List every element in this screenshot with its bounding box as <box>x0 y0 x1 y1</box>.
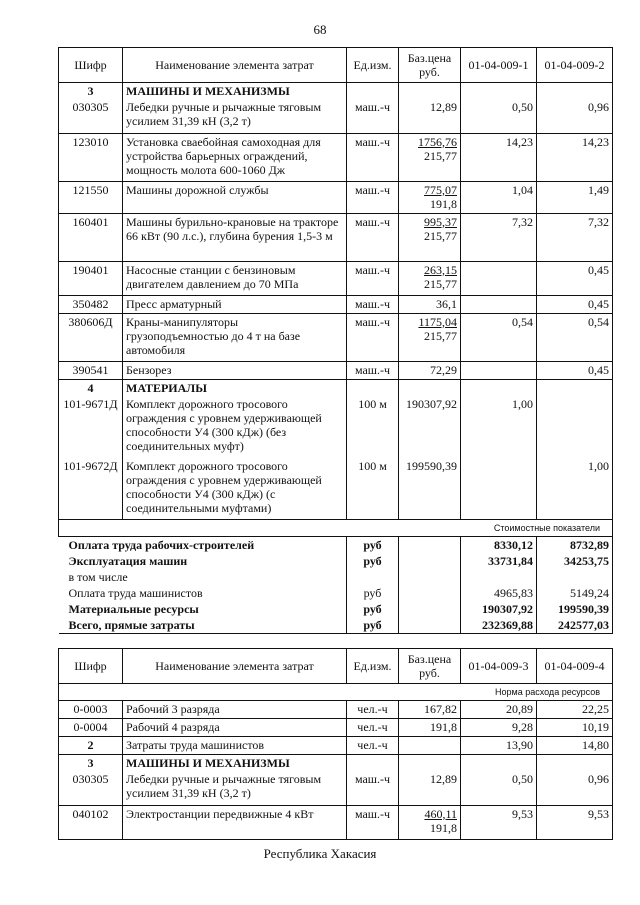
row-name: Пресс арматурный <box>123 295 347 313</box>
header-unit: Ед.изм. <box>347 649 399 684</box>
total-label: Эксплуатация машин <box>68 554 188 568</box>
header-price: Баз.цена руб. <box>399 649 461 684</box>
table-header <box>59 48 613 83</box>
section-row <box>59 755 613 772</box>
row-unit: 100 м <box>347 396 399 458</box>
row-unit: чел.-ч <box>347 719 399 737</box>
table-row <box>59 396 613 458</box>
table-row <box>59 771 613 805</box>
resource-table-1 <box>58 47 613 634</box>
total-unit: руб <box>347 553 399 569</box>
total-value-1: 8330,12 <box>461 537 537 554</box>
table-header <box>59 649 613 684</box>
row-name: Затраты труда машинистов <box>123 737 347 755</box>
table-row <box>59 133 613 181</box>
table-row <box>59 719 613 737</box>
row-code: 160401 <box>59 213 123 261</box>
header-name: Наименование элемента затрат <box>123 649 347 684</box>
row-value-1: 1,04 <box>461 181 537 213</box>
section-number: 4 <box>59 379 123 396</box>
row-unit: маш.-ч <box>347 295 399 313</box>
row-unit: 100 м <box>347 458 399 520</box>
section-row <box>59 379 613 396</box>
total-value-1: 232369,88 <box>461 617 537 634</box>
row-price: 36,1 <box>399 295 461 313</box>
header-code: Шифр <box>59 649 123 684</box>
total-row <box>59 569 613 585</box>
total-label: Всего, прямые затраты <box>59 617 347 634</box>
total-row <box>59 585 613 601</box>
total-value-1: 4965,83 <box>461 585 537 601</box>
row-value-2: 14,23 <box>537 133 613 181</box>
row-value-2: 22,25 <box>537 701 613 719</box>
table-row <box>59 99 613 133</box>
row-unit: маш.-ч <box>347 99 399 133</box>
row-value-1: 9,53 <box>461 805 537 839</box>
row-name: Лебедки ручные и рычажные тяговым усилием 31,39 кН (3,2 т) <box>123 771 347 805</box>
row-unit: маш.-ч <box>347 181 399 213</box>
row-value-1: 20,89 <box>461 701 537 719</box>
row-value-1: 13,90 <box>461 737 537 755</box>
row-code: 030305 <box>59 99 123 133</box>
total-row <box>59 537 613 554</box>
header-price: Баз.цена руб. <box>399 48 461 83</box>
row-value-2: 10,19 <box>537 719 613 737</box>
row-value-1: 9,28 <box>461 719 537 737</box>
row-price: 1756,76 215,77 <box>399 133 461 181</box>
table-row <box>59 181 613 213</box>
row-value-2: 0,96 <box>537 99 613 133</box>
row-value-2: 1,49 <box>537 181 613 213</box>
total-value-2: 34253,75 <box>537 553 613 569</box>
row-value-2: 7,32 <box>537 213 613 261</box>
row-name: Лебедки ручные и рычажные тяговым усилием 31,39 кН (3,2 т) <box>123 99 347 133</box>
row-code: 123010 <box>59 133 123 181</box>
table-row <box>59 213 613 261</box>
row-value-1: 14,23 <box>461 133 537 181</box>
row-code: 2 <box>59 737 123 755</box>
row-code: 380606Д <box>59 313 123 361</box>
total-row <box>59 553 613 569</box>
row-name: Рабочий 4 разряда <box>123 719 347 737</box>
row-value-2: 0,45 <box>537 361 613 379</box>
section-title: МАТЕРИАЛЫ <box>123 379 347 396</box>
row-value-2: 0,96 <box>537 771 613 805</box>
row-unit: маш.-ч <box>347 213 399 261</box>
total-label: Оплата труда рабочих-строителей <box>68 538 255 552</box>
row-unit: маш.-ч <box>347 771 399 805</box>
row-value-1: 7,32 <box>461 213 537 261</box>
row-name: Краны-манипуляторы грузоподъемностью до 4 т на базе автомобиля <box>123 313 347 361</box>
row-value-2: 0,54 <box>537 313 613 361</box>
row-unit: чел.-ч <box>347 701 399 719</box>
row-unit: маш.-ч <box>347 805 399 839</box>
row-code: 190401 <box>59 261 123 295</box>
cost-note-row <box>59 520 613 537</box>
row-name: Машины бурильно-крановые на тракторе 66 кВт (90 л.с.), глубина бурения 1,5-3 м <box>123 213 347 261</box>
total-value-2: 199590,39 <box>537 601 613 617</box>
header-code: Шифр <box>59 48 123 83</box>
row-price: 167,82 <box>399 701 461 719</box>
resource-table-2 <box>58 648 613 840</box>
row-name: Электростанции передвижные 4 кВт <box>123 805 347 839</box>
row-price: 775,07 191,8 <box>399 181 461 213</box>
row-unit: маш.-ч <box>347 361 399 379</box>
row-code: 390541 <box>59 361 123 379</box>
row-price: 1175,04 215,77 <box>399 313 461 361</box>
table-row <box>59 361 613 379</box>
total-value-2: 242577,03 <box>537 617 613 634</box>
row-name: Насосные станции с бензиновым двигателем давлением до 70 МПа <box>123 261 347 295</box>
row-price: 995,37 215,77 <box>399 213 461 261</box>
table-row <box>59 737 613 755</box>
section-title: МАШИНЫ И МЕХАНИЗМЫ <box>123 83 347 100</box>
footer-region: Республика Хакасия <box>263 846 377 861</box>
total-unit: руб <box>347 601 399 617</box>
row-price: 12,89 <box>399 771 461 805</box>
total-unit: руб <box>347 617 399 634</box>
row-value-1 <box>461 361 537 379</box>
row-unit: чел.-ч <box>347 737 399 755</box>
row-price: 12,89 <box>399 99 461 133</box>
row-price: 191,8 <box>399 719 461 737</box>
section-number: 3 <box>59 755 123 772</box>
row-value-1 <box>461 295 537 313</box>
section-title: МАШИНЫ И МЕХАНИЗМЫ <box>123 755 347 772</box>
row-code: 101-9672Д <box>59 458 123 520</box>
row-code: 101-9671Д <box>59 396 123 458</box>
header-unit: Ед.изм. <box>347 48 399 83</box>
section-row <box>59 83 613 100</box>
row-code: 0-0003 <box>59 701 123 719</box>
header-col-3: 01-04-009-3 <box>461 649 537 684</box>
row-unit: маш.-ч <box>347 133 399 181</box>
header-name: Наименование элемента затрат <box>123 48 347 83</box>
table-row <box>59 261 613 295</box>
row-price: 72,29 <box>399 361 461 379</box>
cost-note: Стоимостные показатели <box>59 520 613 537</box>
row-price: 460,11 191,8 <box>399 805 461 839</box>
row-value-1: 0,50 <box>461 99 537 133</box>
total-row <box>59 617 613 634</box>
row-price: 263,15 215,77 <box>399 261 461 295</box>
row-price: 199590,39 <box>399 458 461 520</box>
row-value-1 <box>461 458 537 520</box>
total-value-2: 5149,24 <box>537 585 613 601</box>
row-code: 350482 <box>59 295 123 313</box>
row-value-1 <box>461 261 537 295</box>
row-value-2: 14,80 <box>537 737 613 755</box>
row-value-2: 1,00 <box>537 458 613 520</box>
table-row <box>59 701 613 719</box>
row-unit: маш.-ч <box>347 313 399 361</box>
total-value-2: 8732,89 <box>537 537 613 554</box>
row-value-1: 1,00 <box>461 396 537 458</box>
row-price <box>399 737 461 755</box>
total-label: Оплата труда машинистов <box>68 586 203 600</box>
row-value-2: 0,45 <box>537 295 613 313</box>
row-code: 121550 <box>59 181 123 213</box>
row-value-2: 0,45 <box>537 261 613 295</box>
header-col-1: 01-04-009-1 <box>461 48 537 83</box>
row-value-1: 0,50 <box>461 771 537 805</box>
total-value-1: 33731,84 <box>461 553 537 569</box>
table-row <box>59 295 613 313</box>
row-value-2 <box>537 396 613 458</box>
row-price: 190307,92 <box>399 396 461 458</box>
section-number: 3 <box>59 83 123 100</box>
row-name: Комплект дорожного тросового ограждения с уровнем удерживающей способности У4 (300 кДж) (без соединительных муфт) <box>123 396 347 458</box>
row-code: 040102 <box>59 805 123 839</box>
table-row <box>59 458 613 520</box>
page-number: 68 <box>313 22 327 37</box>
row-name: Комплект дорожного тросового ограждения с уровнем удерживающей способности У4 (300 кДж) (с соединительными муфтами) <box>123 458 347 520</box>
row-name: Установка сваебойная самоходная для устройства барьерных ограждений, мощность молота 600-1060 Дж <box>123 133 347 181</box>
total-row <box>59 601 613 617</box>
norm-note-row <box>59 684 613 701</box>
row-name: Машины дорожной службы <box>123 181 347 213</box>
total-value-1: 190307,92 <box>461 601 537 617</box>
header-col-2: 01-04-009-2 <box>537 48 613 83</box>
row-value-1: 0,54 <box>461 313 537 361</box>
row-code: 030305 <box>59 771 123 805</box>
row-value-2: 9,53 <box>537 805 613 839</box>
total-unit: руб <box>347 585 399 601</box>
row-name: Бензорез <box>123 361 347 379</box>
total-unit: руб <box>347 537 399 554</box>
table-row <box>59 805 613 839</box>
row-unit: маш.-ч <box>347 261 399 295</box>
norm-note: Норма расхода ресурсов <box>59 684 613 701</box>
row-code: 0-0004 <box>59 719 123 737</box>
total-label: в том числе <box>68 570 128 584</box>
row-name: Рабочий 3 разряда <box>123 701 347 719</box>
table-row <box>59 313 613 361</box>
total-label: Материальные ресурсы <box>68 602 199 616</box>
header-col-4: 01-04-009-4 <box>537 649 613 684</box>
